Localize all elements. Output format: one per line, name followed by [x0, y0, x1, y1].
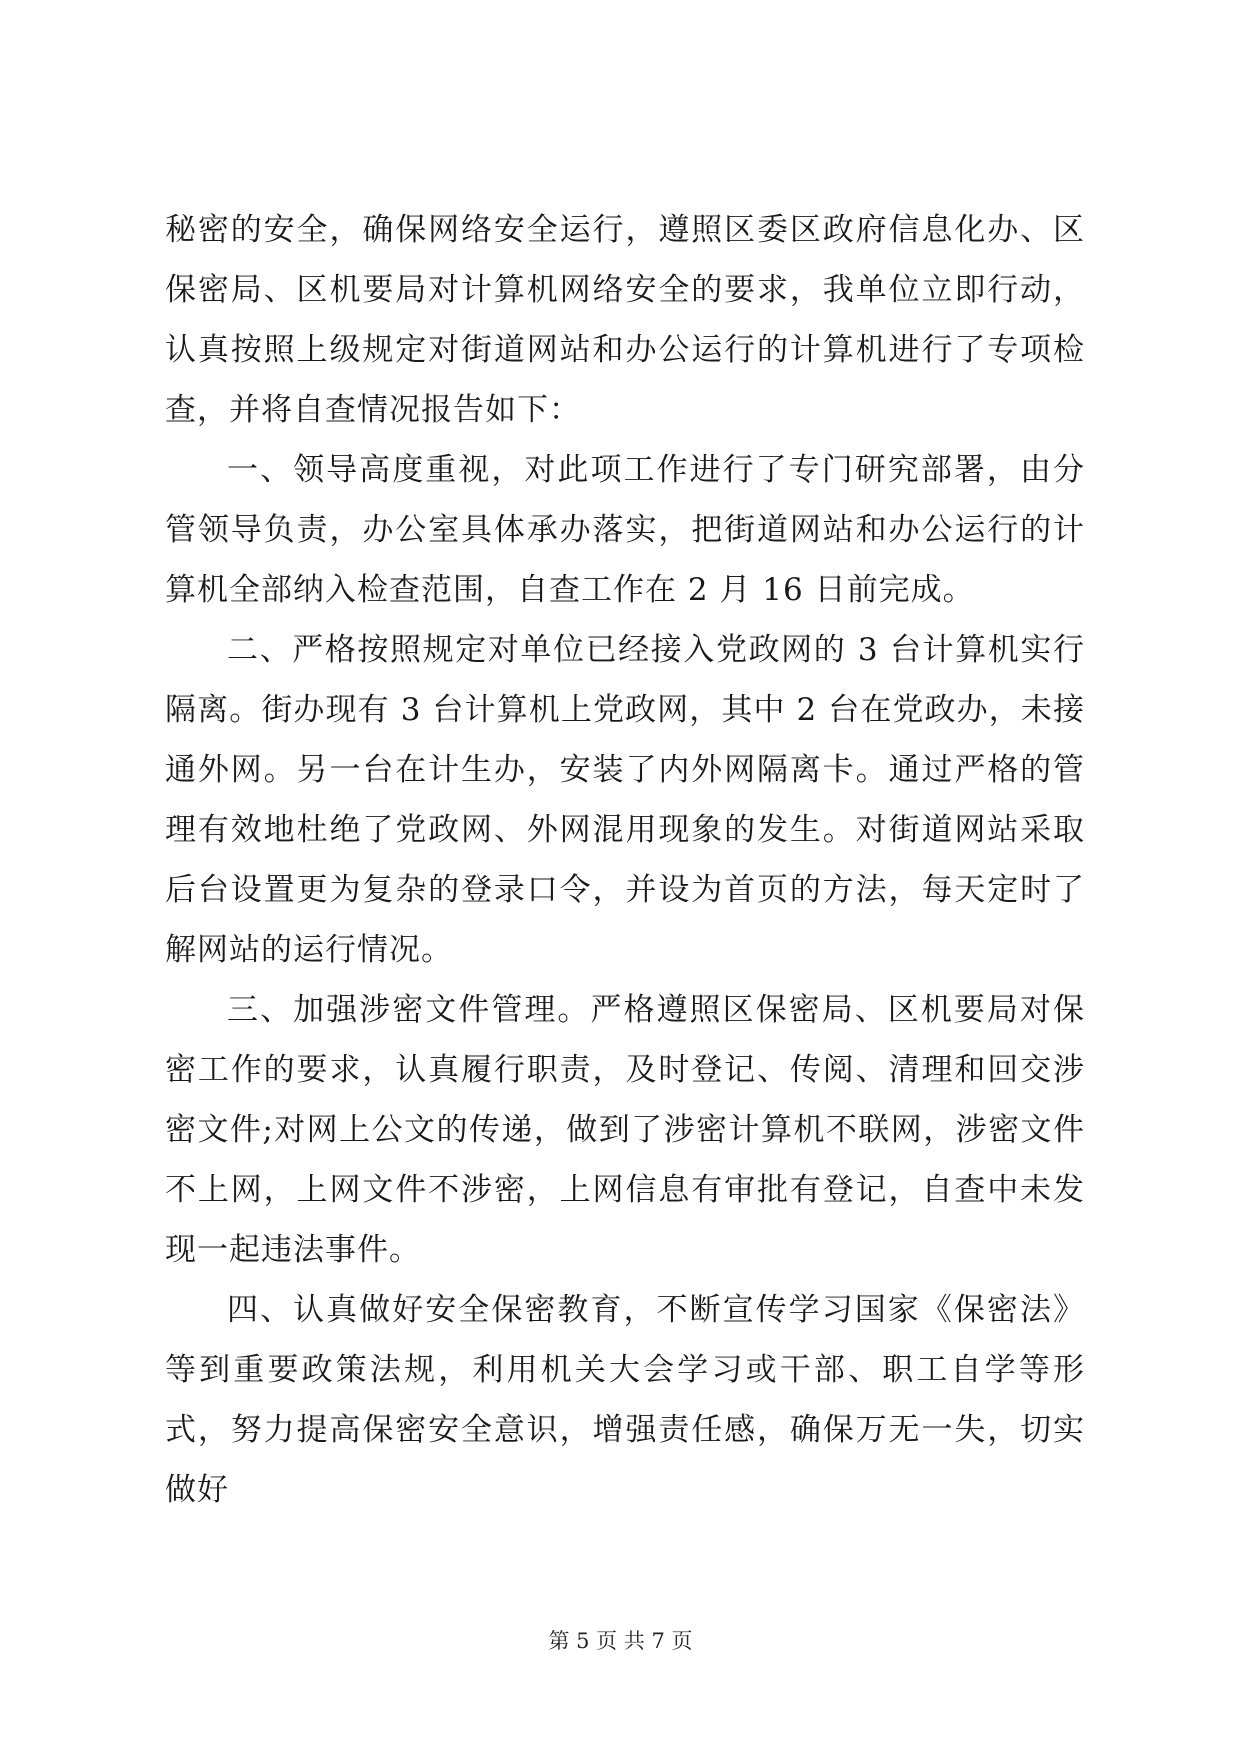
paragraph-continuation: 秘密的安全，确保网络安全运行，遵照区委区政府信息化办、区保密局、区机要局对计算机网络安全的要求，我单位立即行动，认真按照上级规定对街道网站和办公运行的计算机进行了专项检查，并将自查情况报告如下：	[165, 212, 1085, 428]
paragraph-section-4: 四、认真做好安全保密教育，不断宣传学习国家《保密法》等到重要政策法规，利用机关大会学习或干部、职工自学等形式，努力提高保密安全意识，增强责任感，确保万无一失，切实做好	[165, 1292, 1085, 1508]
document-body	[165, 200, 1085, 1520]
paragraph-section-1: 一、领导高度重视，对此项工作进行了专门研究部署，由分管领导负责，办公室具体承办落实，把街道网站和办公运行的计算机全部纳入检查范围，自查工作在 2 月 16 日前完成。	[165, 452, 1085, 608]
paragraph-section-2: 二、严格按照规定对单位已经接入党政网的 3 台计算机实行隔离。街办现有 3 台计算机上党政网，其中 2 台在党政办，未接通外网。另一台在计生办，安装了内外网隔离卡。通过严格的管理有效地杜绝了党政网、外网混用现象的发生。对街道网站采取后台设置更为复杂的登录口令，并设为首页的方法，每天定时了解网站的运行情况。	[165, 632, 1085, 968]
page-number-footer: 第 5 页 共 7 页	[548, 1629, 693, 1653]
paragraph-section-3: 三、加强涉密文件管理。严格遵照区保密局、区机要局对保密工作的要求，认真履行职责，及时登记、传阅、清理和回交涉密文件;对网上公文的传递，做到了涉密计算机不联网，涉密文件不上网，上网文件不涉密，上网信息有审批有登记，自查中未发现一起违法事件。	[165, 992, 1085, 1268]
